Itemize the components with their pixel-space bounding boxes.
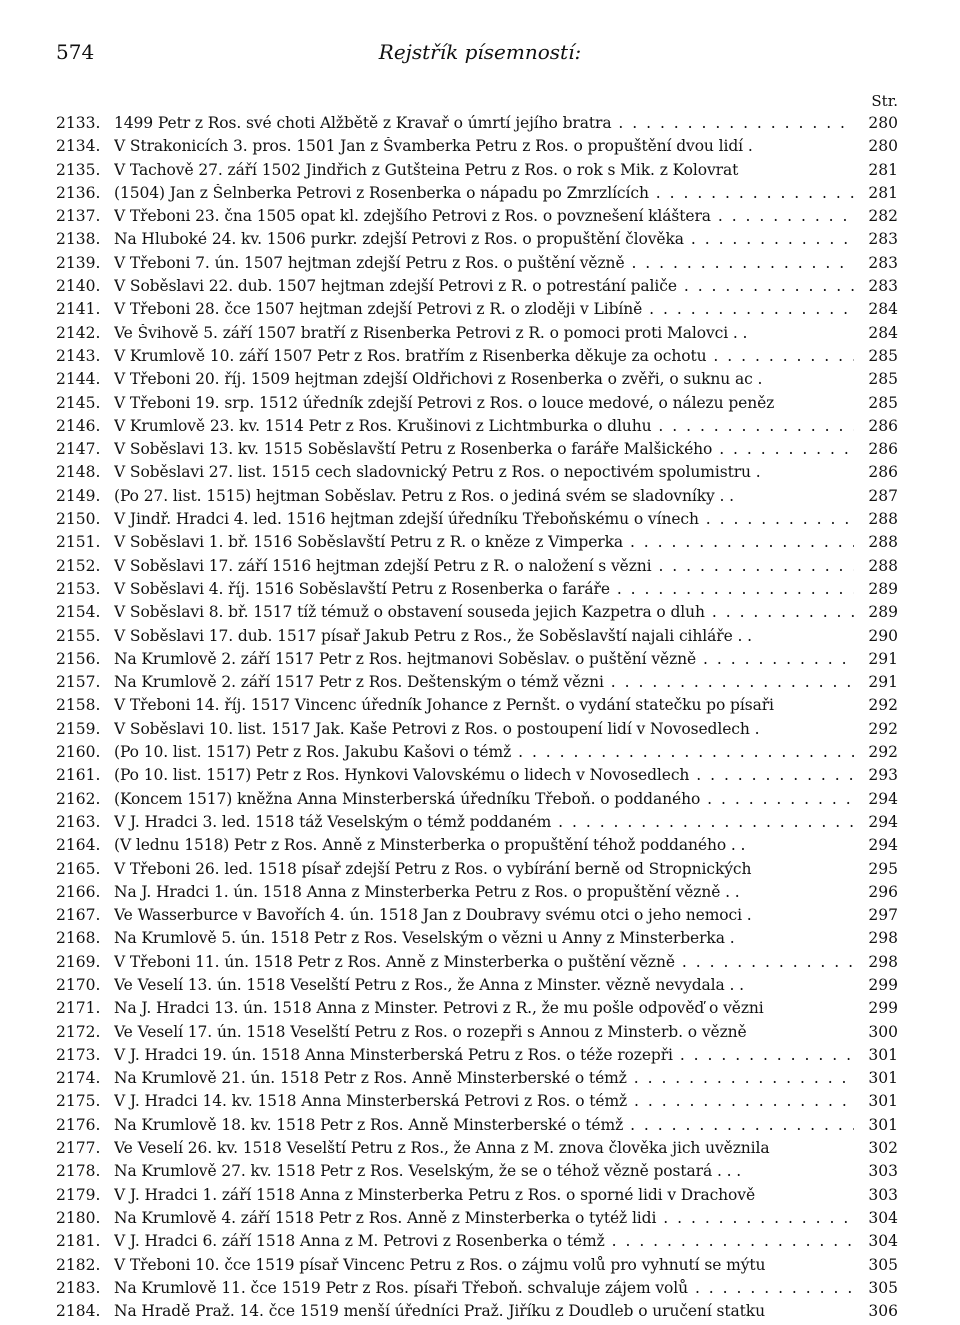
entry-page: 294	[868, 836, 898, 855]
entry-page: 292	[868, 696, 898, 715]
list-item	[56, 627, 898, 650]
entry-page: 296	[868, 882, 898, 901]
entry-page: 301	[868, 1069, 898, 1088]
entry-number: 2150.	[56, 510, 101, 529]
entry-number: 2145.	[56, 393, 101, 412]
entry-number: 2161.	[56, 766, 101, 785]
list-item	[56, 1232, 898, 1255]
entry-text: V Třeboni 7. ún. 1507 hejtman zdejší Petru z Ros. o puštění vězně . . .	[114, 254, 854, 272]
entry-number: 2159.	[56, 719, 101, 738]
entry-number: 2144.	[56, 370, 101, 389]
list-item	[56, 860, 898, 883]
list-item	[56, 207, 898, 230]
entry-text: V Jindř. Hradci 4. led. 1516 hejtman zdejší úředníku Třeboňskému o vínech . . .	[114, 510, 854, 528]
entry-text: Na Hradě Praž. 14. čce 1519 menší úředníci Praž. Jiříku z Doudleb o uručení statku	[114, 1302, 765, 1321]
entry-page: 303	[868, 1162, 898, 1181]
entry-number: 2168.	[56, 929, 101, 948]
list-item	[56, 370, 898, 393]
list-item	[56, 161, 898, 184]
list-item	[56, 277, 898, 300]
entry-page: 306	[868, 1302, 898, 1321]
entry-number: 2136.	[56, 183, 101, 202]
entry-number: 2138.	[56, 230, 101, 249]
list-item	[56, 184, 898, 207]
entry-text: Ve Veselí 17. ún. 1518 Veselští Petru z Ros. o rozepři s Annou z Minsterb. o vězně	[114, 1022, 747, 1041]
entry-text: V Tachově 27. září 1502 Jindřich z Gutšteina Petru z Ros. o rok s Mik. z Kolovrat	[114, 160, 739, 179]
entry-number: 2140.	[56, 277, 101, 296]
entry-page: 303	[868, 1185, 898, 1204]
entry-text: Ve Veselí 26. kv. 1518 Veselští Petru z Ros., že Anna z M. znova člověka jich uvěznila	[114, 1139, 770, 1158]
list-item	[56, 743, 898, 766]
entry-number: 2166.	[56, 882, 101, 901]
list-item	[56, 1302, 898, 1325]
entry-page: 297	[868, 906, 898, 925]
entry-page: 282	[868, 207, 898, 226]
list-item	[56, 1256, 898, 1279]
list-item	[56, 394, 898, 417]
entry-page: 291	[868, 673, 898, 692]
entry-number: 2146.	[56, 416, 101, 435]
entry-page: 301	[868, 1092, 898, 1111]
list-item	[56, 254, 898, 277]
list-item	[56, 1162, 898, 1185]
entry-number: 2172.	[56, 1022, 101, 1041]
entry-number: 2176.	[56, 1115, 101, 1134]
list-item	[56, 650, 898, 673]
list-item	[56, 300, 898, 323]
entry-text: V Krumlově 10. září 1507 Petr z Ros. bratřím z Risenberka děkuje za ochotu . . .	[114, 347, 854, 365]
entry-page: 283	[868, 277, 898, 296]
entry-text: Na Krumlově 4. září 1518 Petr z Ros. Anně z Minsterberka o tytéž lidi . . .	[114, 1209, 854, 1227]
entry-page: 294	[868, 789, 898, 808]
entry-text: V Třeboni 14. říj. 1517 Vincenc úředník Johance z Pernšt. o vydání statečku po písaři	[114, 696, 774, 715]
list-item	[56, 813, 898, 836]
list-item	[56, 1209, 898, 1232]
entry-text: V Soběslavi 1. bř. 1516 Soběslavští Petru z R. o kněze z Vimperka . . .	[114, 533, 854, 551]
list-item	[56, 1046, 898, 1069]
entry-number: 2167.	[56, 906, 101, 925]
entry-page: 289	[868, 603, 898, 622]
page-number: 574	[56, 40, 95, 64]
entry-text: V J. Hradci 6. září 1518 Anna z M. Petrovi z Rosenberka o témž . . .	[114, 1232, 854, 1250]
list-item	[56, 463, 898, 486]
entry-text: V Třeboni 26. led. 1518 písař zdejší Petru z Ros. o vybírání berně od Stropnických	[114, 859, 752, 878]
entry-text: Na Krumlově 5. ún. 1518 Petr z Ros. Veselským o vězni u Anny z Minsterberka .	[114, 929, 735, 948]
entry-number: 2180.	[56, 1208, 101, 1227]
entry-text: Na J. Hradci 13. ún. 1518 Anna z Minster. Petrovi z R., že mu pošle odpověď o vězni	[114, 999, 764, 1018]
entry-text: Na Krumlově 2. září 1517 Petr z Ros. Deštenským o témž vězni . . .	[114, 673, 854, 691]
entry-number: 2139.	[56, 253, 101, 272]
list-item	[56, 137, 898, 160]
list-item	[56, 1279, 898, 1302]
entry-page: 281	[868, 160, 898, 179]
list-item	[56, 603, 898, 626]
register-list	[56, 114, 898, 1325]
entry-text: (Po 10. list. 1517) Petr z Ros. Hynkovi Valovskému o lidech v Novosedlech . . .	[114, 766, 854, 784]
list-item	[56, 557, 898, 580]
entry-text: Ve Veselí 13. ún. 1518 Veselští Petru z Ros., že Anna z Minster. vězně nevydala . .	[114, 975, 744, 994]
entry-page: 298	[868, 952, 898, 971]
entry-number: 2141.	[56, 300, 101, 319]
page-title: Rejstřík písemností:	[378, 40, 582, 64]
entry-text: V Třeboni 11. ún. 1518 Petr z Ros. Anně z Minsterberka o puštění vězně . . .	[114, 953, 854, 971]
entry-text: V Soběslavi 27. list. 1515 cech sladovnický Petru z Ros. o nepoctivém spolumistru .	[114, 463, 761, 482]
entry-number: 2153.	[56, 579, 101, 598]
entry-page: 292	[868, 743, 898, 762]
entry-text: (Koncem 1517) kněžna Anna Minsterberská úředníku Třeboň. o poddaného . . .	[114, 790, 854, 808]
entry-text: V J. Hradci 3. led. 1518 táž Veselským o témž poddaném . . .	[114, 813, 854, 831]
entry-text: V J. Hradci 19. ún. 1518 Anna Minsterberská Petru z Ros. o téže rozepři . . .	[114, 1046, 854, 1064]
entry-number: 2173.	[56, 1045, 101, 1064]
entry-text: V Třeboni 23. čna 1505 opat kl. zdejšího Petrovi z Ros. o povznešení kláštera . . .	[114, 207, 854, 225]
entry-number: 2137.	[56, 207, 101, 226]
entry-number: 2133.	[56, 114, 101, 132]
entry-number: 2147.	[56, 440, 101, 459]
entry-number: 2155.	[56, 626, 101, 645]
entry-text: 1499 Petr z Ros. své choti Alžbětě z Kravař o úmrtí jejího bratra . . .	[114, 114, 854, 132]
entry-page: 286	[868, 416, 898, 435]
entry-text: Ve Wasserburce v Bavořích 4. ún. 1518 Jan z Doubravy svému otci o jeho nemoci .	[114, 906, 752, 925]
entry-number: 2143.	[56, 346, 101, 365]
entry-text: (Po 27. list. 1515) hejtman Soběslav. Petru z Ros. o jediná svém se sladovníky . .	[114, 486, 735, 505]
entry-page: 290	[868, 626, 898, 645]
entry-page: 286	[868, 463, 898, 482]
page-column-label: Str.	[871, 92, 898, 110]
entry-text: V J. Hradci 14. kv. 1518 Anna Minsterberská Petrovi z Ros. o témž . . .	[114, 1092, 854, 1110]
entry-page: 301	[868, 1115, 898, 1134]
list-item	[56, 230, 898, 253]
entry-page: 298	[868, 929, 898, 948]
entry-text: Na Krumlově 2. září 1517 Petr z Ros. hejtmanovi Soběslav. o puštění vězně . . .	[114, 650, 854, 668]
entry-number: 2163.	[56, 812, 101, 831]
entry-number: 2181.	[56, 1232, 101, 1251]
entry-page: 302	[868, 1139, 898, 1158]
list-item	[56, 440, 898, 463]
entry-number: 2162.	[56, 789, 101, 808]
list-item	[56, 347, 898, 370]
entry-number: 2175.	[56, 1092, 101, 1111]
entry-number: 2157.	[56, 673, 101, 692]
entry-text: V Třeboni 10. čce 1519 písař Vincenc Petru z Ros. o zájmu volů pro vyhnutí se mýtu	[114, 1255, 766, 1274]
entry-number: 2160.	[56, 743, 101, 762]
list-item	[56, 1186, 898, 1209]
entry-text: (1504) Jan z Šelnberka Petrovi z Rosenberka o nápadu po Zmrzlících . . .	[114, 184, 854, 202]
entry-number: 2148.	[56, 463, 101, 482]
entry-text: V Soběslavi 17. září 1516 hejtman zdejší Petru z R. o naložení s vězni . . .	[114, 557, 854, 575]
entry-text: Na J. Hradci 1. ún. 1518 Anna z Minsterberka Petru z Ros. o propuštění vězně . .	[114, 882, 740, 901]
entry-number: 2174.	[56, 1069, 101, 1088]
entry-text: (Po 10. list. 1517) Petr z Ros. Jakubu Kašovi o témž . . .	[114, 743, 854, 761]
list-item	[56, 417, 898, 440]
list-item	[56, 696, 898, 719]
entry-page: 304	[868, 1208, 898, 1227]
entry-page: 305	[868, 1255, 898, 1274]
entry-number: 2142.	[56, 323, 101, 342]
entry-page: 293	[868, 766, 898, 785]
entry-text: Na Krumlově 27. kv. 1518 Petr z Ros. Veselským, že se o téhož vězně postará . . .	[114, 1162, 742, 1181]
entry-page: 280	[868, 137, 898, 156]
entry-text: Ve Švihově 5. září 1507 bratří z Risenberka Petrovi z R. o pomoci proti Malovci . .	[114, 323, 748, 342]
list-item	[56, 720, 898, 743]
entry-number: 2134.	[56, 137, 101, 156]
entry-text: V Soběslavi 4. říj. 1516 Soběslavští Petru z Rosenberka o faráře . . .	[114, 580, 854, 598]
entry-number: 2164.	[56, 836, 101, 855]
entry-number: 2183.	[56, 1278, 101, 1297]
list-item	[56, 883, 898, 906]
entry-number: 2149.	[56, 486, 101, 505]
entry-page: 286	[868, 440, 898, 459]
entry-page: 305	[868, 1278, 898, 1297]
entry-page: 299	[868, 975, 898, 994]
entry-page: 287	[868, 486, 898, 505]
entry-text: V Soběslavi 22. dub. 1507 hejtman zdejší Petrovi z R. o potrestání paliče . . .	[114, 277, 854, 295]
entry-page: 300	[868, 1022, 898, 1041]
entry-number: 2156.	[56, 649, 101, 668]
entry-number: 2182.	[56, 1255, 101, 1274]
list-item	[56, 673, 898, 696]
list-item	[56, 510, 898, 533]
list-item	[56, 533, 898, 556]
entry-page: 291	[868, 649, 898, 668]
entry-text: V Krumlově 23. kv. 1514 Petr z Ros. Krušinovi z Lichtmburka o dluhu . . .	[114, 417, 854, 435]
list-item	[56, 1023, 898, 1046]
entry-number: 2169.	[56, 952, 101, 971]
entry-page: 288	[868, 510, 898, 529]
entry-page: 294	[868, 812, 898, 831]
entry-page: 288	[868, 533, 898, 552]
list-item	[56, 836, 898, 859]
entry-page: 299	[868, 999, 898, 1018]
entry-page: 292	[868, 719, 898, 738]
entry-text: V J. Hradci 1. září 1518 Anna z Minsterberka Petru z Ros. o sporné lidi v Drachově	[114, 1185, 756, 1204]
entry-text: V Třeboni 28. čce 1507 hejtman zdejší Petrovi z R. o zloději v Libíně . . .	[114, 300, 854, 318]
entry-page: 280	[868, 114, 898, 132]
entry-page: 281	[868, 183, 898, 202]
list-item	[56, 790, 898, 813]
entry-text: V Soběslavi 13. kv. 1515 Soběslavští Petru z Rosenberka o faráře Malšického . . .	[114, 440, 854, 458]
entry-page: 295	[868, 859, 898, 878]
entry-text: V Třeboni 19. srp. 1512 úředník zdejší Petrovi z Ros. o louce medové, o nálezu peněz	[114, 393, 775, 412]
list-item	[56, 999, 898, 1022]
entry-page: 285	[868, 393, 898, 412]
entry-number: 2158.	[56, 696, 101, 715]
entry-page: 285	[868, 346, 898, 365]
entry-text: V Soběslavi 8. bř. 1517 tíž témuž o obstavení souseda jejich Kazpetra o dluh . . .	[114, 603, 854, 621]
list-item	[56, 487, 898, 510]
entry-number: 2154.	[56, 603, 101, 622]
list-item	[56, 929, 898, 952]
entry-page: 284	[868, 300, 898, 319]
list-item	[56, 976, 898, 999]
entry-number: 2165.	[56, 859, 101, 878]
list-item	[56, 114, 898, 137]
entry-number: 2178.	[56, 1162, 101, 1181]
entry-page: 283	[868, 253, 898, 272]
entry-page: 283	[868, 230, 898, 249]
entry-text: Na Krumlově 11. čce 1519 Petr z Ros. písaři Třeboň. schvaluje zájem volů . . .	[114, 1279, 854, 1297]
entry-page: 284	[868, 323, 898, 342]
entry-page: 289	[868, 579, 898, 598]
list-item	[56, 766, 898, 789]
list-item	[56, 1092, 898, 1115]
entry-number: 2177.	[56, 1139, 101, 1158]
entry-number: 2179.	[56, 1185, 101, 1204]
list-item	[56, 580, 898, 603]
entry-number: 2151.	[56, 533, 101, 552]
entry-number: 2152.	[56, 556, 101, 575]
entry-text: Na Hluboké 24. kv. 1506 purkr. zdejší Petrovi z Ros. o propuštění člověka . . .	[114, 230, 854, 248]
list-item	[56, 1116, 898, 1139]
list-item	[56, 324, 898, 347]
entry-text: Na Krumlově 18. kv. 1518 Petr z Ros. Anně Minsterberské o témž . . .	[114, 1116, 854, 1134]
entry-text: V Soběslavi 10. list. 1517 Jak. Kaše Petrovi z Ros. o postoupení lidí v Novosedlech .	[114, 719, 760, 738]
entry-number: 2135.	[56, 160, 101, 179]
list-item	[56, 1069, 898, 1092]
entry-text: V Strakonicích 3. pros. 1501 Jan z Švamberka Petru z Ros. o propuštění dvou lidí .	[114, 137, 753, 156]
list-item	[56, 953, 898, 976]
entry-page: 301	[868, 1045, 898, 1064]
entry-text: V Soběslavi 17. dub. 1517 písař Jakub Petru z Ros., že Soběslavští najali cihláře . .	[114, 626, 752, 645]
entry-text: V Třeboni 20. říj. 1509 hejtman zdejší Oldřichovi z Rosenberka o zvěři, o suknu ac .	[114, 370, 763, 389]
entry-page: 285	[868, 370, 898, 389]
list-item	[56, 906, 898, 929]
entry-number: 2171.	[56, 999, 101, 1018]
entry-text: (V lednu 1518) Petr z Ros. Anně z Minsterberka o propuštění téhož poddaného . .	[114, 836, 746, 855]
entry-text: Na Krumlově 21. ún. 1518 Petr z Ros. Anně Minsterberské o témž . . .	[114, 1069, 854, 1087]
list-item	[56, 1139, 898, 1162]
entry-page: 304	[868, 1232, 898, 1251]
entry-number: 2184.	[56, 1302, 101, 1321]
entry-number: 2170.	[56, 975, 101, 994]
entry-page: 288	[868, 556, 898, 575]
